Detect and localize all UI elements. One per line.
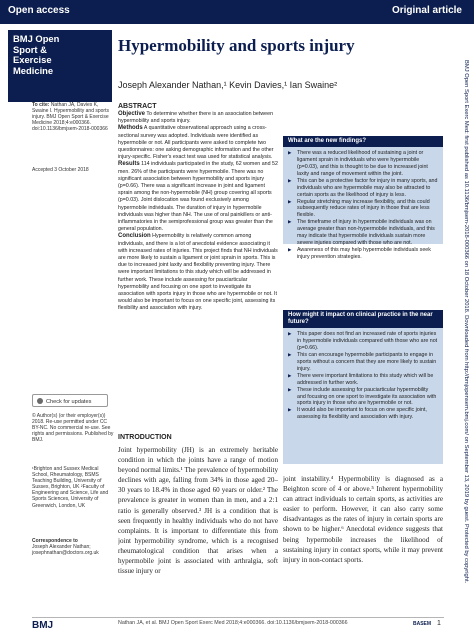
article-type-label: Original article (391, 5, 462, 16)
journal-logo-line: Exercise (13, 54, 52, 65)
basem-logo: BASEM (413, 621, 432, 627)
abstract (118, 103, 278, 313)
top-banner (0, 0, 474, 24)
update-icon (37, 398, 43, 404)
abstract-conclusion-text: Hypermobility is relatively common among individuals, and there is a lot of anecdotal evidence associating it with increased rates of injuries. This project finds that NH individuals are more likely to sustain a ligament or joint sprain in sports. This is due to increased joint laxity and flexibility preventing injury. There were important limitations to this study which will be addressed in further work. These include assessing for pauciarticular hypermobility and focusing on one sport to investigate its association with sports injury in those who are hypermobile or not. It would also be important to focus on one specific joint, assessing its flexibility and association with injury. (118, 233, 278, 312)
author-list: Joseph Alexander Nathan,¹ Kevin Davies,¹ Ian Swaine² (118, 80, 338, 90)
bmj-logo: BMJ (32, 620, 54, 631)
citation-block (32, 102, 116, 132)
abstract-objective-text: To determine whether there is an association between hypermobility and sports injury. (118, 111, 274, 125)
list-item: ▶ It would also be important to focus on one specific joint, assessing its flexibility and association with injury. (288, 407, 438, 421)
abstract-conclusion-label: Conclusion (118, 233, 151, 240)
journal-logo-line: BMJ Open (13, 33, 60, 44)
introduction-text: Joint hypermobility (JH) is an extremely heritable condition in which the joints have a range of motion beyond normal limits.¹ The prevalence of hypermobility declines with age, falling from 34% in those aged 20–30 years to 18.4% in those aged 60 years or older.² The prevalence is greater in women than in men, and a 2:1 ratio is generally observed.³ JH is a condition that is seen frequently in healthy individuals who do not have complaints. It is important to differentiate this from joint hypermobility syndrome, which is a recognised rheumatological condition that arises when a hypermobile joint is associated with arthralgia, soft tissue injury or (118, 446, 278, 576)
new-findings-box (283, 136, 443, 260)
abstract-methods-label: Methods (118, 125, 143, 132)
new-findings-heading: What are the new findings? (283, 136, 443, 147)
list-item: ▶ There was a reduced likelihood of sustaining a joint or ligament sprain in individuals who were hypermobile (p=0.03), and this is thought to be due to increased joint laxity and range of movement within the joint. (288, 150, 438, 178)
footer-citation: Nathan JA, et al. BMJ Open Sport Exerc Med 2018;4:e000366. doi:10.1136/bmjsem-2018-000366 (118, 620, 348, 626)
citation-label: To cite: (32, 102, 50, 108)
article-title: Hypermobility and sports injury (118, 36, 355, 55)
correspondence-name: Joseph Alexander Nathan; (32, 544, 91, 551)
list-item: ▶ There were important limitations to this study which will be addressed in further work. (288, 373, 438, 387)
check-for-updates-label: Check for updates (46, 399, 92, 405)
right-column-text: joint instability.⁴ Hypermobility is diagnosed as a Beighton score of 4 or above.⁵ Inherent hypermobility can attract individuals to certain sports, as activities are easier to perform. However, it can also carry some disadvantages as the rates of injury in certain sports are shown to be higher.⁶ Anecdotal evidence suggests that being hypermobile increases the likelihood of sustaining injury in contact sports, while it may prevent injury in non-contact sports. (283, 475, 443, 564)
correspondence-heading: Correspondence to (32, 538, 78, 544)
citation-text: Nathan JA, Davies K, Swaine I. Hypermobility and sports injury. BMJ Open Sport & Exercise Medicine 2018;4:e000366. doi:10.1136/bmjsem-2018-000366 (32, 102, 109, 133)
list-item: ▶ This can encourage hypermobile participants to engage in sports without a concern that they are more likely to sustain injury. (288, 352, 438, 373)
abstract-objective (118, 111, 278, 125)
list-item: ▶ Regular stretching may increase flexibility, and this could subsequently reduce rates of injury in those that are less flexible. (288, 199, 438, 220)
abstract-results (118, 161, 278, 233)
journal-logo-line: Medicine (13, 64, 54, 76)
clinical-impact-box (283, 310, 443, 464)
check-for-updates-button[interactable] (32, 394, 108, 407)
accepted-date: Accepted 3 October 2018 (32, 167, 89, 173)
page-number: 1 (437, 620, 441, 627)
list-item: ▶ This can be a protective factor for injury in many sports, and individuals who are hypermobile may also be attracted to certain sports as the likelihood of injury is less. (288, 178, 438, 199)
journal-logo-line: Sport & (13, 43, 47, 55)
abstract-conclusion (118, 233, 278, 312)
download-notice-sidebar: BMJ Open Sport Exerc Med: first published as 10.1136/bmjsem-2018-000366 on 18 October 2018. Downloaded from http://bmjopensem.bmj.com/ on September 13, 2019 by guest. Protected by copyright. (463, 60, 469, 584)
abstract-methods (118, 125, 278, 161)
open-access-label: Open access (8, 5, 70, 16)
correspondence-email[interactable]: josephnathan@doctors.org.uk (32, 550, 99, 557)
journal-logo (8, 30, 112, 102)
abstract-results-label: Results (118, 161, 140, 168)
abstract-results-text: 114 individuals participated in the study, 62 women and 52 men. 26% of the participants were hypermobile. There was no significant association between hypermobility and sports injury (p=0.66). There was a significant increase in joint and ligament sprain among the non-hypermobile (NH) group covering all sports (p=0.03). Joint dislocation was found exclusively among hypermobile individuals. The duration of injury in hypermobile individuals was higher than NH. The use of oral painkillers or anti-inflammatories in the semiprofessional group was greater than the general population. (118, 161, 278, 233)
list-item: ▶ The timeframe of injury in hypermobile individuals was on average greater than non-hypermobile individuals, and this may indicate that hypermobile individuals sustain more severe injuries compared with those who are not. (288, 219, 438, 247)
clinical-impact-heading: How might it impact on clinical practice in the near future? (283, 310, 443, 328)
abstract-objective-label: Objective (118, 111, 146, 117)
footer-divider (32, 617, 444, 618)
license-notice: © Author(s) (or their employer(s)) 2018. Re-use permitted under CC BY-NC. No commercial re-use. See rights and permissions. Published by BMJ. (32, 413, 114, 444)
affiliations: ¹Brighton and Sussex Medical School, Rheumatology, BSMS Teaching Building, University of Sussex, Brighton, UK ²Faculty of Engineering and Science, Life and Sports Sciences, University of Greenwich, London, UK (32, 466, 109, 509)
list-item: ▶ Awareness of this may help hypermobile individuals seek injury prevention strategies. (288, 247, 438, 261)
introduction-heading: INTRODUCTION (118, 434, 172, 441)
abstract-heading: ABSTRACT (118, 103, 157, 110)
abstract-methods-text: A quantitative observational approach using a cross-sectional survey was adopted. Individuals were identified as hypermobile or not. All participants were asked to complete two questionnaires: one asking demographic information and the other injury-specific. Fisher's exact test was used for statistical analysis. (118, 125, 274, 161)
list-item: ▶ These include assessing for pauciarticular hypermobility and focusing on one sport to investigate its association with sports injury in those who are hypermobile or not. (288, 387, 438, 408)
correspondence-block (32, 538, 116, 556)
list-item: ▶ This paper does not find an increased rate of sports injuries in hypermobile individuals compared with those who are not (p=0.66). (288, 331, 438, 352)
